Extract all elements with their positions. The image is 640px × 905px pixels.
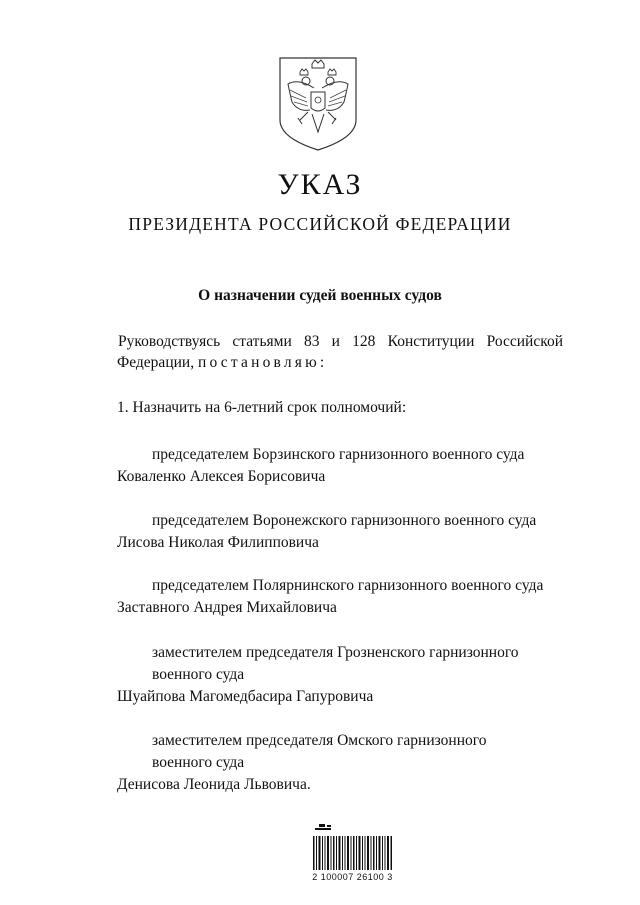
clause-1: 1. Назначить на 6-летний срок полномочий: xyxy=(117,399,407,416)
appointment-position: председателем Полярнинского гарнизонного военного суда xyxy=(152,577,544,594)
appointment-item xyxy=(117,642,567,708)
appointment-item xyxy=(117,444,567,488)
document-title: УКАЗ xyxy=(277,168,363,201)
appointment-position: заместителем председателя Грозненского гарнизонного xyxy=(152,644,519,661)
appointee-name: Шуайпова Магомедбасира Гапуровича xyxy=(117,688,374,705)
appointment-position: председателем Воронежского гарнизонного военного суда xyxy=(152,512,537,529)
appointee-name: Заставного Андрея Михайловича xyxy=(117,599,337,616)
appointment-position-continued: военного суда xyxy=(152,754,245,771)
preamble xyxy=(117,331,563,373)
barcode-number: 2 100007 26100 3 xyxy=(312,872,393,882)
appointment-item xyxy=(117,510,567,554)
appointment-item xyxy=(117,730,567,796)
preamble-line-1: Руководствуясь статьями 83 и 128 Конституции Российской xyxy=(118,333,563,350)
preamble-resolution: постановляю: xyxy=(197,354,328,371)
appointment-position: председателем Борзинского гарнизонного военного суда xyxy=(152,446,525,463)
preamble-line-2-start: Федерации, xyxy=(117,354,195,371)
coat-of-arms-emblem xyxy=(276,54,360,152)
barcode-icon xyxy=(305,822,400,870)
appointee-name: Лисова Николая Филипповича xyxy=(117,534,319,551)
appointment-item xyxy=(117,575,567,619)
appointment-position: заместителем председателя Омского гарнизонного xyxy=(152,732,487,749)
decree-subject: О назначении судей военных судов xyxy=(198,287,442,304)
document-subtitle: ПРЕЗИДЕНТА РОССИЙСКОЙ ФЕДЕРАЦИИ xyxy=(128,214,512,234)
appointee-name: Коваленко Алексея Борисовича xyxy=(117,468,326,485)
appointee-name: Денисова Леонида Львовича. xyxy=(117,776,311,793)
appointment-position-continued: военного суда xyxy=(152,666,245,683)
barcode-block xyxy=(305,822,400,882)
